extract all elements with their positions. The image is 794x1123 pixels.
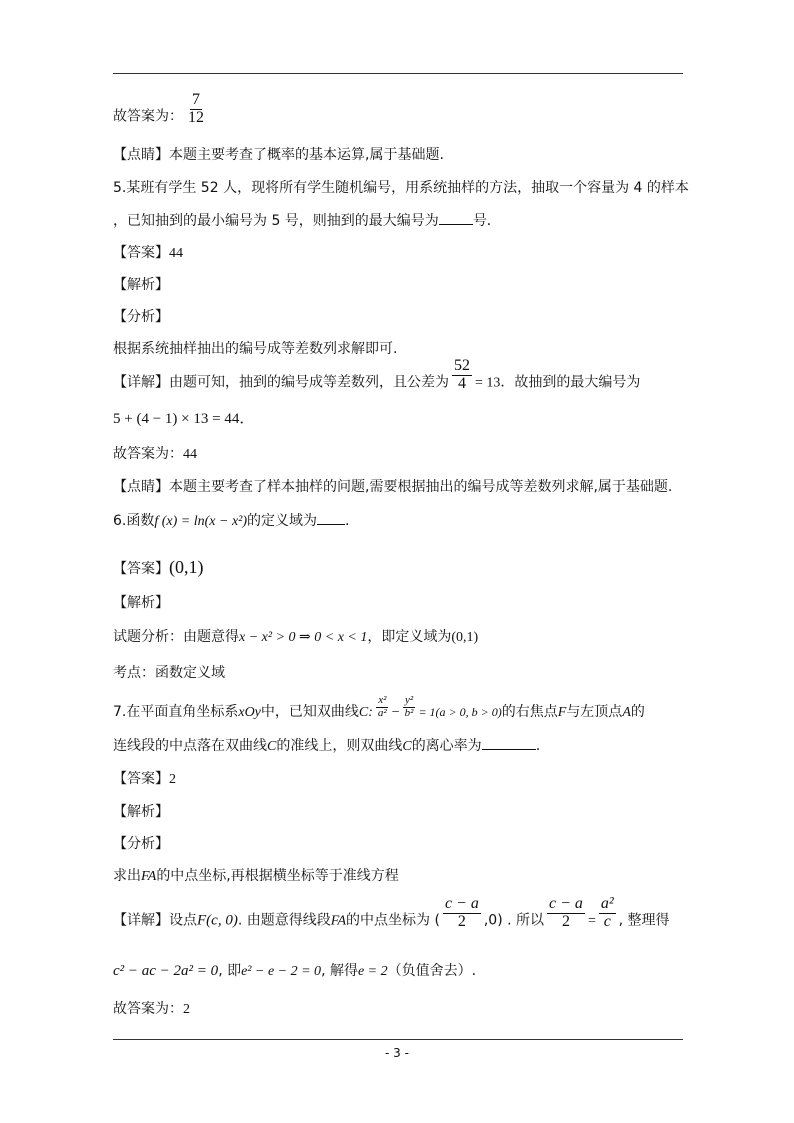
q5-fraction-numerator: 52 — [454, 357, 470, 374]
q7-final-line — [113, 1000, 190, 1019]
answer-label: 【答案】 — [113, 771, 169, 787]
q7-eq-left-num: c − a — [549, 895, 583, 912]
footer-rule — [113, 1039, 683, 1040]
q5-final-value: 44 — [183, 447, 197, 462]
q5-detail-line — [113, 357, 641, 393]
q7-frac-y-num: y² — [404, 693, 414, 706]
q7-question-text-b: 中，已知双曲线 — [260, 704, 359, 720]
q5-question-line1: 5.某班有学生 52 人，现将所有学生随机编号，用系统抽样的方法，抽取一个容量为 4 的样本 — [113, 180, 689, 196]
answer-label: 【答案】 — [113, 245, 169, 261]
q7-frac-x — [376, 695, 389, 719]
q7-detail-line1: 【详解】设点F(c, 0). 由题意得线段FA的中点坐标为 ( $\frac{c - a}{2}$ ,0) . 所以 $\frac{c - a}{2}$ = $\frac{\text{a²}}{c}$ , 整理得 — [113, 895, 670, 930]
q7-point-a: A — [622, 705, 631, 720]
q7-detail-point: F(c, 0) — [197, 912, 238, 929]
q7-curve-name-3: C — [402, 739, 412, 754]
q7-detail-text-a: 设点 — [169, 912, 197, 929]
q7-detail-math1: c² − ac − 2a² = 0 — [113, 963, 219, 979]
q6-function-formula: f (x) = ln(x − x²) — [154, 514, 248, 529]
answer-label: 【答案】 — [113, 561, 169, 577]
q6-question-line — [113, 512, 349, 531]
prev-comment-line — [113, 146, 444, 164]
q7-question-text-a: 7.在平面直角坐标系 — [113, 704, 239, 720]
q7-question-line2 — [113, 737, 540, 756]
q5-final-line — [113, 445, 197, 464]
q7-detail-text-f: , 即 — [218, 963, 242, 979]
q7-fenxi-text-b: 的中点坐标,再根据横坐标等于准线方程 — [156, 868, 399, 884]
q7-question-text-h: 的离心率为 — [411, 738, 482, 754]
q5-analysis-label: 【解析】 — [113, 277, 169, 293]
q6-analysis-text-b: ，即定义域为 — [367, 629, 452, 645]
q5-answer-blank — [439, 212, 473, 225]
q7-fenxi-label: 【分析】 — [113, 836, 169, 852]
q5-formula: 5 + (4 − 1) × 13 = 44． — [113, 411, 255, 427]
q7-eq-left-fraction — [547, 896, 585, 931]
q7-point-f: F — [557, 705, 567, 720]
q7-detail-text-h: （负值舍去）. — [387, 963, 477, 979]
q7-question-line1: 7.在平面直角坐标系xOy中，已知双曲线C: $\frac{\text{x²}}{\text{a²}}$ − $\frac{\text{y²}}{\text{b²}}$ = 1(a > 0, b > 0)的右焦点F与左顶点A的 — [113, 693, 645, 720]
q7-curve-name-2: C — [267, 739, 277, 754]
q7-detail-math3: e = 2 — [357, 964, 388, 979]
q7-frac-y — [403, 695, 416, 719]
q7-answer-blank — [482, 737, 536, 750]
q5-fenxi-text: 根据系统抽样抽出的编号成等差数列求解即可. — [113, 341, 398, 357]
comment-label: 【点睛】 — [113, 147, 169, 163]
q5-detail-text-b: = 13．故抽到的最大编号为 — [475, 375, 641, 391]
answer-prefix: 故答案为： — [113, 1001, 183, 1017]
q6-analysis-label: 【解析】 — [113, 595, 169, 611]
prev-answer-numerator: 7 — [192, 91, 200, 108]
q7-question-text-g: 的准线上，则双曲线 — [276, 738, 403, 754]
answer-prefix: 故答案为： — [113, 446, 183, 462]
q5-fraction-denominator: 4 — [458, 374, 466, 392]
q7-eq-right-den: c — [603, 912, 611, 930]
q7-answer-value: 2 — [169, 772, 176, 787]
q7-detail-text-g: , 解得 — [321, 963, 358, 979]
prev-comment-text: 本题主要考查了概率的基本运算,属于基础题. — [169, 147, 444, 163]
q6-answer-blank — [317, 512, 345, 525]
q7-question-text-c: 的右焦点 — [501, 704, 558, 720]
q6-analysis-math: x − x² > 0 ⇒ 0 < x < 1 — [239, 630, 368, 645]
q7-curve-name: C — [358, 705, 369, 720]
q6-analysis-line — [113, 628, 478, 647]
q5-fenxi-label: 【分析】 — [113, 309, 169, 325]
page-number: - 3 - — [385, 1046, 409, 1060]
header-rule — [113, 73, 683, 74]
q7-mid-fraction — [443, 896, 481, 931]
q7-mid-num: c − a — [444, 895, 479, 912]
q7-detail-text-d: ,0) . 所以 — [483, 912, 545, 929]
q7-question-text-i: . — [535, 738, 541, 754]
answer-prefix: 故答案为： — [113, 108, 183, 125]
q7-fenxi-text-a: 求出 — [113, 868, 141, 884]
q5-question-text-a: ，已知抽到的最小编号为 5 号，则抽到的最大编号为 — [113, 213, 439, 229]
q7-segment-fa: FA — [141, 869, 157, 884]
q7-frac-y-den: b² — [404, 706, 414, 719]
q7-eq-left-den: 2 — [561, 912, 570, 930]
q7-detail-fa: FA — [330, 913, 347, 929]
q6-question-text-c: . — [345, 513, 350, 529]
q7-analysis-label: 【解析】 — [113, 804, 169, 820]
q7-mid-den: 2 — [457, 912, 466, 930]
q6-kaodian: 考点：函数定义域 — [113, 665, 225, 681]
q7-eq-right-num: a² — [600, 895, 614, 912]
q7-answer-line — [113, 770, 176, 789]
q7-final-value: 2 — [183, 1002, 190, 1017]
q7-detail-text-c: 的中点坐标为 ( — [346, 912, 440, 929]
q6-answer-line — [113, 558, 204, 578]
detail-label: 【详解】 — [113, 374, 169, 391]
q7-question-text-d: 与左顶点 — [566, 704, 623, 720]
q6-question-text-a: 6.函数 — [113, 513, 155, 529]
q5-comment-text: 本题主要考查了样本抽样的问题,需要根据抽出的编号成等差数列求解,属于基础题. — [169, 479, 673, 495]
q5-comment-line — [113, 478, 672, 496]
q7-frac-x-den: a² — [377, 706, 387, 719]
q6-analysis-text-a: 试题分析：由题意得 — [113, 629, 239, 645]
comment-label: 【点睛】 — [113, 479, 169, 495]
q7-curve-eq-tail: = 1(a > 0, b > 0) — [418, 705, 502, 719]
q5-question-line2 — [113, 212, 501, 230]
q7-detail-text-e: , 整理得 — [618, 912, 670, 929]
q6-analysis-interval: (0,1) — [451, 630, 479, 645]
prev-answer-line — [113, 91, 209, 127]
prev-answer-fraction — [186, 92, 206, 127]
detail-label: 【详解】 — [113, 912, 169, 929]
q5-detail-text-a: 由题可知，抽到的编号成等差数列，且公差为 — [169, 374, 449, 391]
q7-eq-right-fraction — [599, 896, 616, 931]
q7-detail-line2 — [113, 962, 476, 981]
q7-frac-x-num: x² — [378, 693, 387, 706]
q5-question-text-b: 号． — [472, 213, 501, 229]
q7-detail-text-b: . 由题意得线段 — [237, 912, 331, 929]
q5-answer-value: 44 — [169, 246, 183, 261]
q7-xoy: xOy — [238, 705, 261, 720]
q7-detail-math2: e² − e − 2 = 0 — [241, 964, 322, 979]
q7-question-text-f: 连线段的中点落在双曲线 — [113, 738, 267, 754]
q6-answer-value: (0,1) — [169, 557, 204, 577]
q5-detail-fraction — [452, 358, 472, 393]
prev-answer-denominator: 12 — [188, 108, 204, 126]
q6-question-text-b: 的定义域为 — [247, 513, 318, 529]
q7-fenxi-line — [113, 867, 399, 886]
q5-answer-line — [113, 244, 183, 263]
q7-question-text-e: 的 — [630, 704, 645, 720]
